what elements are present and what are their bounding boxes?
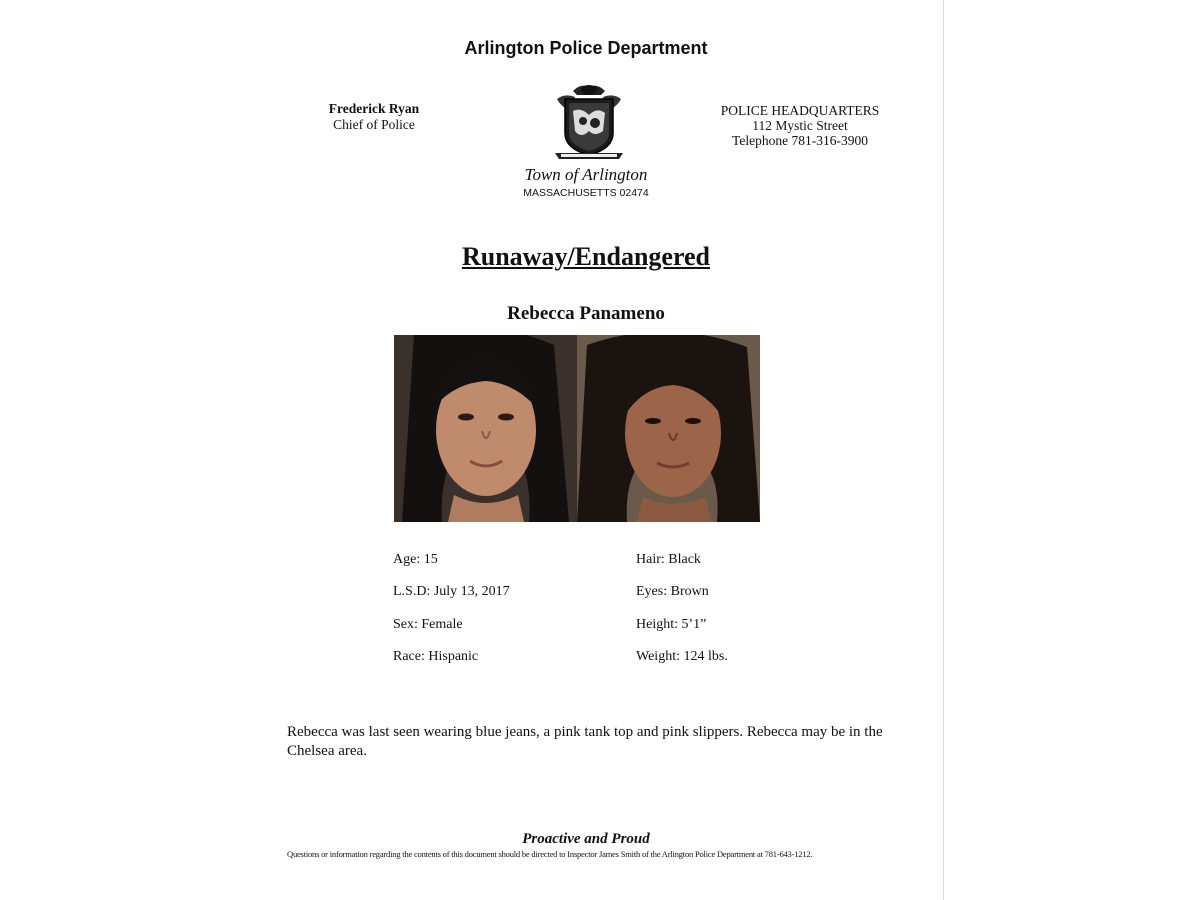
missing-person-name: Rebecca Panameno (507, 303, 665, 324)
fact-weight: Weight: 124 lbs. (636, 649, 728, 664)
department-title: Arlington Police Department (464, 38, 708, 58)
fact-height: Height: 5’1” (636, 617, 707, 632)
state-zip: MASSACHUSETTS 02474 (523, 187, 649, 199)
footer-motto: Proactive and Proud (522, 831, 650, 847)
fact-race: Race: Hispanic (393, 649, 479, 664)
fact-age: Age: 15 (393, 552, 438, 567)
fact-last-seen-date: L.S.D: July 13, 2017 (393, 584, 510, 599)
fact-sex: Sex: Female (393, 617, 463, 632)
hq-title: POLICE HEADQUARTERS (720, 103, 880, 118)
hq-phone: Telephone 781-316-3900 (732, 133, 868, 148)
chief-block (300, 101, 448, 133)
hq-street: 112 Mystic Street (752, 118, 848, 133)
town-name: Town of Arlington (524, 165, 648, 184)
fact-hair: Hair: Black (636, 552, 701, 567)
notice-headline: Runaway/Endangered (461, 242, 711, 271)
headquarters-block (712, 103, 888, 148)
footer-contact-note: Questions or information regarding the contents of this document should be directed to Inspector James Smith of the Arlington Police Department at 781-643-1212. (287, 849, 813, 859)
page-edge-divider (943, 0, 944, 900)
photo-left (394, 335, 577, 522)
chief-name: Frederick Ryan (328, 101, 420, 116)
chief-title: Chief of Police (333, 117, 415, 132)
town-seal-icon (551, 81, 627, 161)
last-seen-description: Rebecca was last seen wearing blue jeans, a pink tank top and pink slippers. Rebecca may be in the Chelsea area. (287, 724, 883, 759)
fact-eyes: Eyes: Brown (636, 584, 709, 599)
photo-right (577, 335, 760, 522)
